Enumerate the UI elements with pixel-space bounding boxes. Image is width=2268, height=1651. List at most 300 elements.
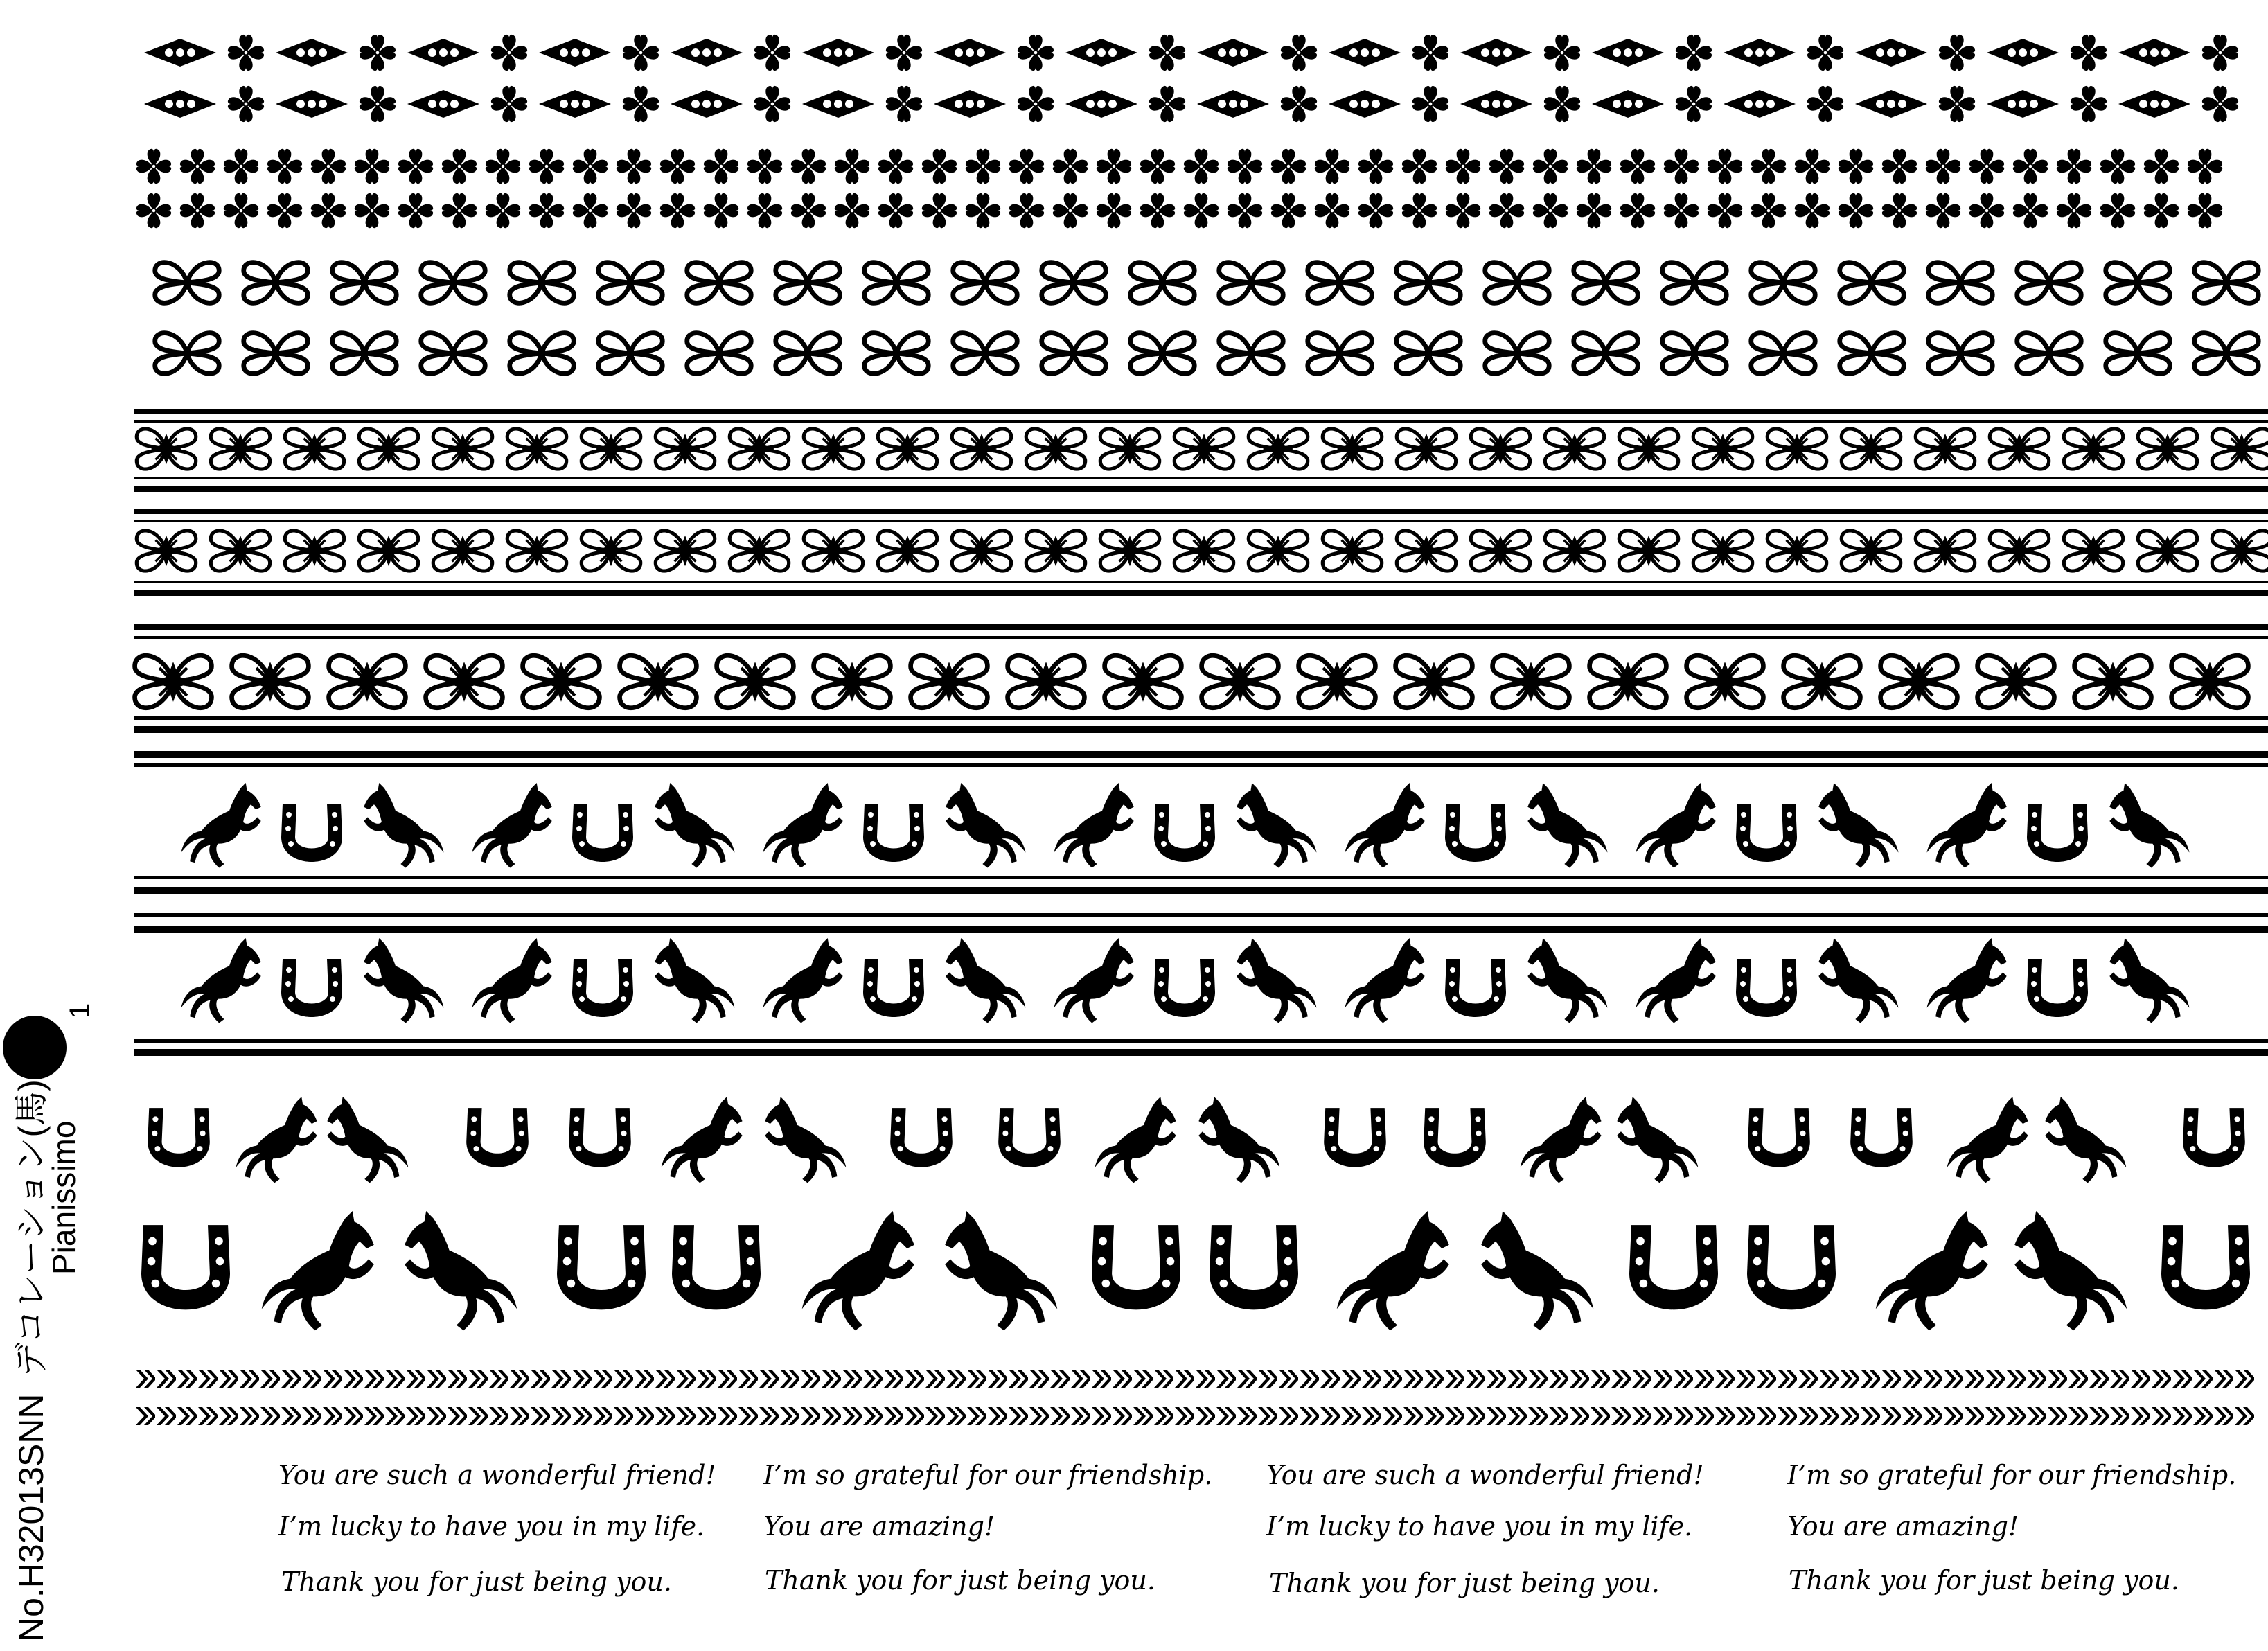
braid-icon [531, 1370, 551, 1388]
diamond-icon [1329, 90, 1401, 118]
star-knot-icon [2064, 531, 2123, 571]
horse-icon [655, 938, 734, 1023]
message-text: I’m lucky to have you in my life. [278, 1511, 705, 1542]
braid-icon [738, 1370, 759, 1388]
braid-icon [1383, 1407, 1403, 1425]
braid-icon [427, 1370, 448, 1388]
border-line [134, 486, 2268, 492]
clover-icon [529, 149, 564, 184]
braid-icon [1757, 1370, 1778, 1388]
braid-icon [1778, 1407, 1798, 1425]
butterfly-knot-icon [865, 333, 929, 374]
diamond-icon [276, 90, 348, 118]
butterfly-knot-icon [1219, 263, 1284, 303]
butterfly-knot-icon [687, 263, 752, 303]
butterfly-knot-icon [953, 333, 1018, 374]
border-line [134, 887, 2268, 894]
clover-icon [835, 149, 869, 184]
braid-icon [1694, 1370, 1715, 1388]
diamond-icon [1987, 39, 2059, 67]
large-star-knot-icon [1105, 655, 1182, 707]
butterfly-knot-icon [421, 263, 486, 303]
clover-icon [398, 193, 433, 228]
braid-icon [718, 1370, 738, 1388]
braid-icon [323, 1407, 344, 1425]
clover-icon [355, 149, 389, 184]
butterfly-knot-icon [1397, 333, 1461, 374]
clover-icon [835, 193, 869, 228]
message-block-1 [278, 1460, 716, 1597]
braid-icon [1902, 1407, 1923, 1425]
clover-icon [1533, 193, 1568, 228]
star-knot-icon [1471, 531, 1530, 571]
clover-icon [791, 149, 826, 184]
horseshoe-icon [1210, 1225, 1298, 1309]
braid-icon [988, 1370, 1009, 1388]
horseshoe-icon [1424, 1108, 1486, 1167]
clover-icon [1097, 149, 1131, 184]
clover-icon [2188, 149, 2222, 184]
diamond-icon [276, 39, 348, 67]
horse-icon [472, 938, 551, 1023]
braid-icon [1487, 1370, 1507, 1388]
braid-icon [448, 1407, 468, 1425]
braid-icon [614, 1407, 635, 1425]
horse-icon [364, 938, 443, 1023]
clover-icon [886, 86, 922, 122]
horse-icon [1818, 783, 1898, 868]
horse-icon [763, 938, 842, 1023]
diamond-icon [1987, 90, 2059, 118]
clover-icon [617, 149, 651, 184]
clover-icon [1184, 193, 1219, 228]
braid-icon [801, 1370, 822, 1388]
message-text: I’m so grateful for our friendship. [763, 1460, 1213, 1490]
braid-icon [1861, 1407, 1881, 1425]
braid-icon [1403, 1370, 1424, 1388]
braid-icon [738, 1407, 759, 1425]
clover-icon [136, 193, 171, 228]
braid-icon [1736, 1370, 1757, 1388]
star-knot-row-lower [134, 509, 2268, 596]
clover-icon [1544, 35, 1580, 71]
braid-icon [1133, 1407, 1154, 1425]
clover-icon [1882, 149, 1917, 184]
horseshoe-icon [1154, 959, 1215, 1017]
butterfly-knot-icon [1219, 333, 1284, 374]
braid-icon [1029, 1370, 1050, 1388]
horseshoe-row-large [141, 1211, 2250, 1330]
clover-icon [1018, 35, 1054, 71]
border-line [134, 624, 2268, 630]
horseshoe-icon [557, 1225, 646, 1309]
horse-icon [765, 1097, 846, 1183]
message-block-4 [1787, 1460, 2236, 1596]
horse-icon [1926, 783, 2006, 868]
braid-icon [1611, 1370, 1632, 1388]
braid-icon [1570, 1370, 1591, 1388]
diamond-icon [1065, 90, 1137, 118]
braid-icon [1403, 1407, 1424, 1425]
star-knot-icon [1841, 429, 1900, 469]
braid-icon [1487, 1407, 1507, 1425]
braid-icon [1944, 1407, 1965, 1425]
braid-icon [1819, 1407, 1840, 1425]
clover-icon [180, 193, 215, 228]
braid-icon [1881, 1407, 1902, 1425]
star-knot-icon [433, 531, 492, 571]
star-knot-icon [2212, 429, 2268, 469]
diamond-icon [802, 39, 874, 67]
braid-icon [946, 1370, 967, 1388]
butterfly-knot-icon [421, 333, 486, 374]
star-knot-icon [1248, 531, 1307, 571]
star-knot-icon [1026, 531, 1085, 571]
horse-icon [763, 783, 842, 868]
braid-icon [551, 1407, 572, 1425]
clover-icon [1018, 86, 1054, 122]
clover-icon [2144, 193, 2179, 228]
message-text: You are such a wonderful friend! [1266, 1460, 1704, 1490]
horseshoe-icon [1092, 1225, 1180, 1309]
clover-icon [2202, 86, 2238, 122]
horse-icon [2109, 938, 2189, 1023]
clover-icon [1149, 86, 1185, 122]
border-line [134, 509, 2268, 514]
star-knot-icon [655, 429, 714, 469]
butterfly-knot-icon [2195, 333, 2259, 374]
horse-icon [1237, 938, 1316, 1023]
butterfly-knot-icon [1131, 333, 1195, 374]
star-knot-icon [1990, 429, 2048, 469]
horse-icon [1198, 1097, 1279, 1183]
clover-icon [2013, 149, 2048, 184]
star-knot-icon [211, 429, 269, 469]
star-knot-icon [1100, 429, 1159, 469]
star-knot-icon [804, 531, 862, 571]
braid-icon [364, 1370, 385, 1388]
braid-icon [1009, 1407, 1029, 1425]
braid-icon [1674, 1370, 1694, 1388]
braid-icon [1570, 1407, 1591, 1425]
message-text: Thank you for just being you. [1269, 1568, 1660, 1598]
braid-icon [1092, 1407, 1113, 1425]
butterfly-knot-icon [953, 263, 1018, 303]
star-knot-icon [1471, 429, 1530, 469]
braid-icon [593, 1370, 614, 1388]
braid-icon [801, 1407, 822, 1425]
clover-icon [1271, 193, 1306, 228]
butterfly-knot-icon [2195, 263, 2259, 303]
horseshoe-icon [141, 1225, 230, 1309]
braid-icon [1466, 1407, 1487, 1425]
braid-row-lower [136, 1407, 2256, 1425]
braid-icon [1861, 1370, 1881, 1388]
border-line [134, 913, 2268, 917]
braid-icon [157, 1407, 177, 1425]
border-line [134, 581, 2268, 583]
butterfly-knot-icon [1751, 333, 1816, 374]
braid-icon [1840, 1370, 1861, 1388]
large-star-knot-icon [426, 655, 503, 707]
horse-icon [1054, 783, 1133, 868]
braid-icon [1736, 1407, 1757, 1425]
clover-icon [617, 193, 651, 228]
clover-icon [1228, 193, 1262, 228]
star-knot-icon [952, 429, 1011, 469]
braid-icon [510, 1370, 531, 1388]
clover-icon [878, 193, 913, 228]
braid-icon [1154, 1407, 1175, 1425]
clover-icon [1807, 35, 1843, 71]
message-text: I’m so grateful for our friendship. [1787, 1460, 2237, 1490]
clover-icon [754, 86, 790, 122]
braid-icon [2027, 1370, 2048, 1388]
braid-icon [448, 1370, 468, 1388]
braid-icon [1300, 1407, 1320, 1425]
butterfly-knot-icon [2017, 333, 2082, 374]
braid-icon [2027, 1407, 2048, 1425]
clover-icon [660, 149, 695, 184]
braid-icon [1445, 1407, 1466, 1425]
star-knot-icon [136, 531, 195, 571]
clover-icon [573, 193, 608, 228]
large-star-knot-icon [717, 655, 794, 707]
brand-name: Pianissimo [46, 1120, 82, 1275]
braid-icon [1798, 1407, 1819, 1425]
braid-icon [1881, 1370, 1902, 1388]
clover-icon [2202, 35, 2238, 71]
diamond-icon [1724, 39, 1796, 67]
clover-row-lower [136, 193, 2222, 228]
clover-icon [1620, 193, 1655, 228]
clover-icon [1664, 193, 1699, 228]
clover-icon [1446, 193, 1480, 228]
horseshoe-icon [863, 959, 924, 1017]
braid-icon [1050, 1370, 1071, 1388]
diamond-icon [802, 90, 874, 118]
clover-icon [1281, 35, 1317, 71]
star-knot-icon [1693, 531, 1752, 571]
star-knot-icon [2138, 531, 2197, 571]
clover-icon [1009, 193, 1044, 228]
message-text: I’m lucky to have you in my life. [1266, 1511, 1693, 1542]
star-knot-icon [507, 531, 566, 571]
braid-icon [1591, 1407, 1611, 1425]
horse-icon [1054, 938, 1133, 1023]
clover-icon [228, 35, 264, 71]
horseshoe-icon [466, 1108, 529, 1167]
braid-icon [1175, 1407, 1196, 1425]
clover-icon [1281, 86, 1317, 122]
large-star-knot-icon [2172, 655, 2249, 707]
braid-icon [344, 1407, 364, 1425]
star-knot-icon [1767, 531, 1826, 571]
braid-icon [676, 1407, 697, 1425]
braid-icon [2006, 1370, 2027, 1388]
braid-icon [427, 1407, 448, 1425]
svg-text:No.H32013SNNデコレーション(馬) [12, 1079, 51, 1642]
clover-icon [1544, 86, 1580, 122]
clover-icon [1939, 35, 1975, 71]
clover-icon [1009, 149, 1044, 184]
braid-icon [364, 1407, 385, 1425]
braid-icon [1653, 1407, 1674, 1425]
braid-icon [302, 1370, 323, 1388]
diamond-icon [407, 90, 479, 118]
clover-icon [2071, 35, 2107, 71]
braid-icon [219, 1370, 240, 1388]
horseshoe-icon [1445, 804, 1506, 862]
star-knot-icon [285, 531, 344, 571]
sheet-marker-dot [3, 1016, 67, 1079]
large-star-knot-icon [1299, 655, 1376, 707]
braid-icon [1528, 1407, 1549, 1425]
star-knot-icon [1619, 531, 1678, 571]
braid-icon [2068, 1370, 2089, 1388]
braid-icon [884, 1407, 905, 1425]
star-knot-icon [1397, 531, 1455, 571]
horseshoe-icon [1154, 804, 1215, 862]
horse-icon [946, 938, 1025, 1023]
horse-icon [236, 1097, 317, 1183]
clover-icon [1882, 193, 1917, 228]
butterfly-knot-icon [599, 263, 663, 303]
braid-icon [1549, 1370, 1570, 1388]
braid-icon [1113, 1407, 1133, 1425]
braid-icon [925, 1370, 946, 1388]
horseshoe-icon [572, 804, 633, 862]
clover-icon [1664, 149, 1699, 184]
braid-icon [1549, 1407, 1570, 1425]
star-knot-icon [2064, 429, 2123, 469]
large-star-knot-icon [329, 655, 406, 707]
braid-icon [240, 1407, 260, 1425]
star-knot-icon [1174, 531, 1233, 571]
border-line [134, 636, 2268, 639]
diamond-icon [1855, 90, 1927, 118]
horse-icon [1481, 1211, 1593, 1330]
braid-icon [2089, 1407, 2110, 1425]
horse-icon [262, 1211, 374, 1330]
border-line [134, 1049, 2268, 1056]
diamond-icon [671, 39, 743, 67]
butterfly-knot-icon [1929, 263, 1993, 303]
star-knot-icon [878, 531, 937, 571]
braid-icon [1154, 1370, 1175, 1388]
braid-icon [780, 1370, 801, 1388]
clover-icon [224, 149, 258, 184]
braid-icon [1341, 1370, 1362, 1388]
butterfly-knot-icon [333, 333, 397, 374]
horseshoe-icon [1324, 1108, 1386, 1167]
butterfly-knot-icon [599, 333, 663, 374]
top-diamond-clover-lower [144, 86, 2238, 122]
clover-icon [1751, 149, 1786, 184]
braid-icon [2193, 1407, 2214, 1425]
border-line [134, 751, 2268, 758]
horse-icon [1818, 938, 1898, 1023]
horse-icon [327, 1097, 408, 1183]
braid-icon [2110, 1370, 2131, 1388]
braid-icon [489, 1407, 510, 1425]
diamond-icon [1329, 39, 1401, 67]
clover-icon [1097, 193, 1131, 228]
butterfly-knot-icon [1574, 263, 1638, 303]
braid-icon [759, 1407, 780, 1425]
clover-icon [747, 149, 782, 184]
clover-icon [704, 193, 738, 228]
large-star-knot-icon [1590, 655, 1667, 707]
clover-icon [180, 149, 215, 184]
butterfly-knot-icon [2106, 263, 2170, 303]
horse-icon [1636, 938, 1715, 1023]
clover-icon [360, 86, 396, 122]
message-block-2 [763, 1460, 1212, 1596]
horse-icon [1617, 1097, 1698, 1183]
star-knot-icon [1100, 531, 1159, 571]
braid-icon [1507, 1370, 1528, 1388]
braid-icon [198, 1407, 219, 1425]
star-knot-icon [1545, 531, 1604, 571]
braid-icon [635, 1407, 655, 1425]
clover-icon [1053, 193, 1088, 228]
message-text: Thank you for just being you. [281, 1566, 672, 1597]
clover-icon [573, 149, 608, 184]
large-star-knot-icon [620, 655, 697, 707]
star-knot-icon [1322, 531, 1381, 571]
horseshoe-icon [569, 1108, 631, 1167]
braid-icon [489, 1370, 510, 1388]
braid-icon [1611, 1407, 1632, 1425]
clover-icon [442, 193, 477, 228]
braid-icon [718, 1407, 738, 1425]
clover-icon [2100, 149, 2135, 184]
clover-icon [1795, 149, 1830, 184]
diamond-icon [144, 39, 216, 67]
butterfly-knot-icon [1131, 263, 1195, 303]
diamond-icon [1724, 90, 1796, 118]
clover-icon [398, 149, 433, 184]
braid-icon [905, 1370, 925, 1388]
star-knot-icon [1693, 429, 1752, 469]
clover-icon [1533, 149, 1568, 184]
message-text: You are such a wonderful friend! [278, 1460, 716, 1490]
braid-icon [1819, 1370, 1840, 1388]
horseshoe-icon [1445, 959, 1506, 1017]
star-knot-icon [804, 429, 862, 469]
butterfly-knot-icon [1485, 333, 1550, 374]
clover-icon [1358, 193, 1393, 228]
braid-icon [572, 1407, 593, 1425]
horseshoe-icon [2027, 959, 2088, 1017]
braid-icon [2152, 1407, 2172, 1425]
braid-icon [822, 1370, 842, 1388]
horse-icon [364, 783, 443, 868]
clover-icon [747, 193, 782, 228]
horseshoe-icon [998, 1108, 1061, 1167]
clover-icon [136, 149, 171, 184]
braid-icon [1362, 1407, 1383, 1425]
braid-icon [1424, 1407, 1445, 1425]
clover-icon [491, 35, 527, 71]
braid-icon [946, 1407, 967, 1425]
braid-icon [1715, 1370, 1736, 1388]
butterfly-knot-icon [155, 263, 220, 303]
braid-icon [635, 1370, 655, 1388]
butterfly-knot-icon [1042, 333, 1106, 374]
braid-icon [344, 1370, 364, 1388]
